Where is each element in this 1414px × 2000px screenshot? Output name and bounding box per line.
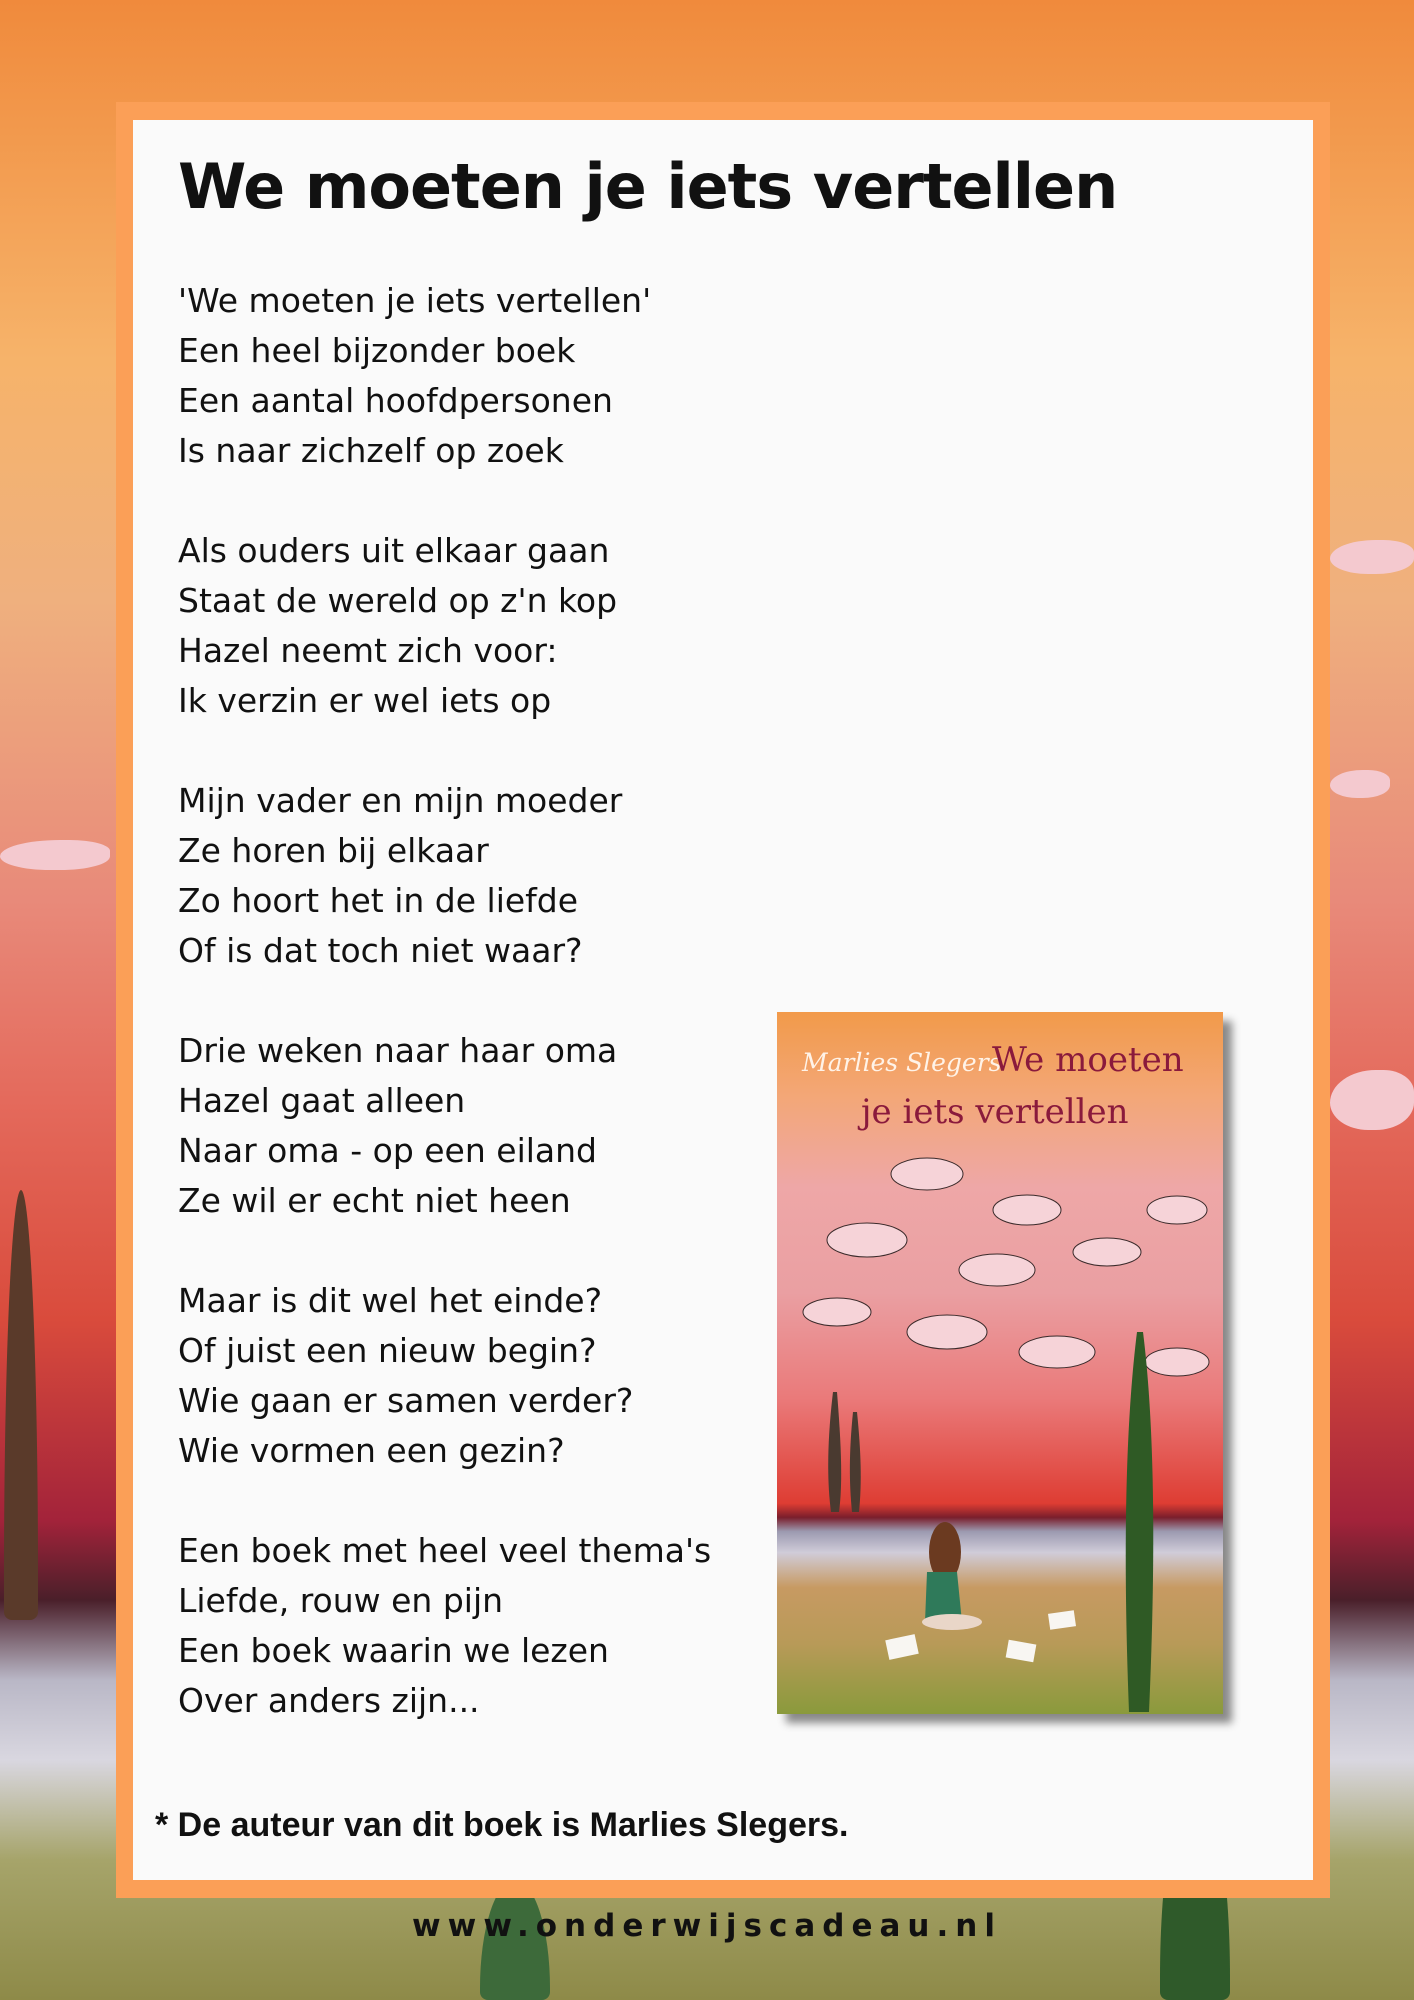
poem-line: Zo hoort het in de liefde <box>178 881 579 920</box>
poem-line: Ik verzin er wel iets op <box>178 681 552 720</box>
poem-line: Een boek met heel veel thema's <box>178 1531 712 1570</box>
poem-line: Hazel neemt zich voor: <box>178 631 558 670</box>
poem-line: Als ouders uit elkaar gaan <box>178 531 610 570</box>
poem-stanza <box>178 526 711 726</box>
background-tree <box>4 1190 38 1620</box>
poem-line: Over anders zijn... <box>178 1681 480 1720</box>
book-cover-image <box>777 1012 1223 1714</box>
poem-stanza <box>178 1276 711 1476</box>
poem-line: Wie gaan er samen verder? <box>178 1381 634 1420</box>
poem-line: Maar is dit wel het einde? <box>178 1281 603 1320</box>
background-flamingo <box>1330 770 1390 798</box>
book-cover-title-line: je iets vertellen <box>861 1092 1129 1132</box>
poem-line: Ze horen bij elkaar <box>178 831 489 870</box>
poem-line: 'We moeten je iets vertellen' <box>178 281 652 320</box>
poem-line: Een aantal hoofdpersonen <box>178 381 613 420</box>
poem-line: Mijn vader en mijn moeder <box>178 781 623 820</box>
background-flamingo <box>1330 1070 1414 1130</box>
poem-line: Drie weken naar haar oma <box>178 1031 618 1070</box>
book-cover-title-line: We moeten <box>992 1040 1184 1080</box>
poem-stanza <box>178 1026 711 1226</box>
poem-line: Een heel bijzonder boek <box>178 331 576 370</box>
poem <box>178 276 711 1776</box>
poem-line: Hazel gaat alleen <box>178 1081 466 1120</box>
poem-line: Wie vormen een gezin? <box>178 1431 565 1470</box>
poem-stanza <box>178 276 711 476</box>
poem-line: Naar oma - op een eiland <box>178 1131 597 1170</box>
poem-line: Een boek waarin we lezen <box>178 1631 609 1670</box>
poem-line: Staat de wereld op z'n kop <box>178 581 618 620</box>
poem-stanza <box>178 1526 711 1726</box>
poem-line: Liefde, rouw en pijn <box>178 1581 504 1620</box>
poem-line: Of juist een nieuw begin? <box>178 1331 597 1370</box>
book-cover-author: Marlies Slegers <box>802 1048 1002 1077</box>
poem-line: Is naar zichzelf op zoek <box>178 431 564 470</box>
website-link[interactable]: www.onderwijscadeau.nl <box>412 1908 1002 1944</box>
poem-stanza <box>178 776 711 976</box>
poem-line: Of is dat toch niet waar? <box>178 931 583 970</box>
background-flamingo <box>1330 540 1414 574</box>
background-flamingo <box>0 840 110 870</box>
poem-line: Ze wil er echt niet heen <box>178 1181 571 1220</box>
author-footnote: * De auteur van dit boek is Marlies Slegers. <box>155 1806 849 1844</box>
page-title: We moeten je iets vertellen <box>178 150 1118 223</box>
